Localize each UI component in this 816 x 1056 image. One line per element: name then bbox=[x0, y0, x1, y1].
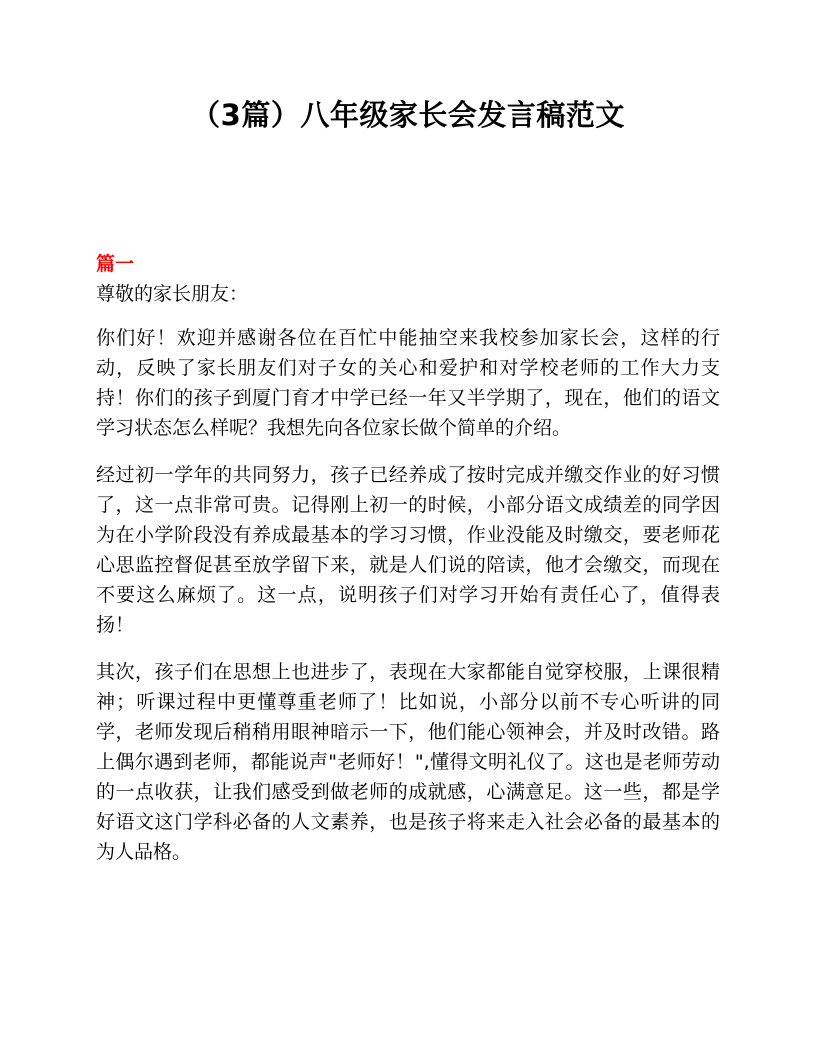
paragraph-1: 你们好！欢迎并感谢各位在百忙中能抽空来我校参加家长会，这样的行动，反映了家长朋友们对子女的关心和爱护和对学校老师的工作大力支持！你们的孩子到厦门育才中学已经一年又半学期了，现在，他们的语文学习状态怎么样呢？我想先向各位家长做个简单的介绍。 bbox=[96, 327, 720, 439]
paragraph-2: 经过初一学年的共同努力，孩子已经养成了按时完成并缴交作业的好习惯了，这一点非常可贵。记得刚上初一的时候，小部分语文成绩差的同学因为在小学阶段没有养成最基本的学习习惯，作业没能及时缴交，要老师花心思监控督促甚至放学留下来，就是人们说的陪读，他才会缴交，而现在不要这么麻烦了。这一点，说明孩子们对学习开始有责任心了，值得表扬！ bbox=[96, 464, 720, 636]
document-title: （3篇）八年级家长会发言稿范文 bbox=[191, 98, 625, 132]
paragraph-3: 其次，孩子们在思想上也进步了，表现在大家都能自觉穿校服，上课很精神；听课过程中更懂尊重老师了！比如说，小部分以前不专心听讲的同学，老师发现后稍稍用眼神暗示一下，他们能心领神会，并及时改错。路上偶尔遇到老师，都能说声"老师好！",懂得文明礼仪了。这也是老师劳动的一点收获，让我们感受到做老师的成就感，心满意足。这一些，都是学好语文这门学科必备的人文素养，也是孩子将来走入社会必备的最基本的为人品格。 bbox=[96, 661, 720, 863]
document-body bbox=[96, 249, 720, 884]
salutation: 尊敬的家长朋友： bbox=[96, 283, 249, 305]
section-heading: 篇一 bbox=[96, 253, 135, 275]
